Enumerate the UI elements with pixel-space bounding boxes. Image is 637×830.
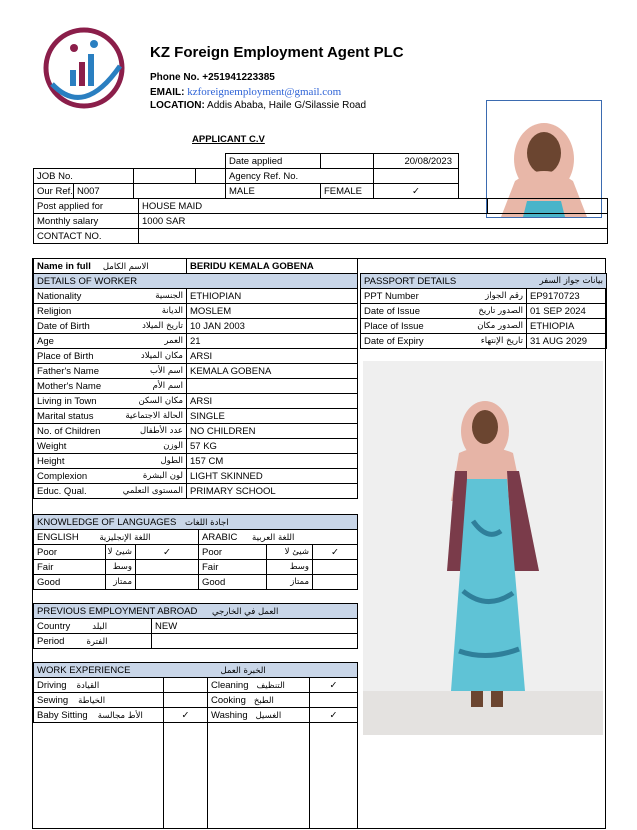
work-left-cell <box>34 693 164 708</box>
work-left-label: Driving <box>37 679 67 691</box>
previous-header: PREVIOUS EMPLOYMENT ABROAD <box>37 605 198 617</box>
passport-value: 31 AUG 2029 <box>527 334 607 349</box>
country-label: Country <box>37 620 71 632</box>
company-phone: Phone No. +251941223385 <box>150 72 275 83</box>
worker-label: Educ. Qual. <box>37 485 87 497</box>
work-right-cell <box>208 693 310 708</box>
language-level-row <box>34 560 358 575</box>
male-label: MALE <box>226 184 321 199</box>
post-label: Post applied for <box>34 199 139 214</box>
work-left-mark: ✓ <box>164 708 208 723</box>
english-level-label: Good <box>34 575 106 590</box>
work-left-mark <box>164 678 208 693</box>
english-level-mark <box>136 560 199 575</box>
full-body-photo <box>363 361 603 735</box>
work-left-label: Sewing <box>37 694 69 706</box>
worker-value: KEMALA GOBENA <box>187 364 358 379</box>
work-row <box>34 678 358 693</box>
work-right-ar: الطبخ <box>253 695 274 706</box>
language-level-row <box>34 575 358 590</box>
worker-row <box>34 304 358 319</box>
languages-table <box>33 514 358 590</box>
work-right-ar: الغسيل <box>255 710 282 721</box>
country-label-ar: البلد <box>92 621 108 632</box>
passport-label-cell <box>361 334 527 349</box>
worker-label-ar: العمر <box>164 335 183 346</box>
salary-value: 1000 SAR <box>139 214 608 229</box>
work-right-cell <box>208 708 310 723</box>
work-right-mark: ✓ <box>310 708 358 723</box>
english-level-ar: ممتاز <box>106 575 136 590</box>
passport-label-cell <box>361 319 527 334</box>
english-level-label: Poor <box>34 545 106 560</box>
worker-label-ar: الوزن <box>163 440 183 451</box>
worker-value: 10 JAN 2003 <box>187 319 358 334</box>
contact-label: CONTACT NO. <box>34 229 139 244</box>
worker-label-cell <box>34 334 187 349</box>
worker-label: No. of Children <box>37 425 101 437</box>
work-left-ar: القيادة <box>76 680 100 691</box>
worker-label-cell <box>34 394 187 409</box>
worker-label: Religion <box>37 305 72 317</box>
worker-label-cell <box>34 484 187 499</box>
worker-label-ar: مكان السكن <box>138 395 183 406</box>
worker-value: ARSI <box>187 349 358 364</box>
passport-label-ar: الصدور مكان <box>477 320 523 331</box>
company-name: KZ Foreign Employment Agent PLC <box>150 44 404 61</box>
work-left-cell <box>34 678 164 693</box>
worker-value: ETHIOPIAN <box>187 289 358 304</box>
arabic-label-ar: اللغة العربية <box>252 532 295 543</box>
worker-label-ar: اسم الأم <box>152 380 183 391</box>
english-level-ar: وسط <box>106 560 136 575</box>
worker-row <box>34 364 358 379</box>
period-value <box>152 634 358 649</box>
worker-label: Marital status <box>37 410 94 422</box>
passport-value: ETHIOPIA <box>527 319 607 334</box>
worker-value: LIGHT SKINNED <box>187 469 358 484</box>
work-right-cell <box>208 678 310 693</box>
english-level-ar: شيئ لا <box>106 545 136 560</box>
worker-label: Height <box>37 455 65 467</box>
work-divider-2 <box>207 722 208 829</box>
worker-label-ar: الحالة الاجتماعية <box>125 410 183 421</box>
previous-employment-table <box>33 603 358 649</box>
passport-row <box>361 334 607 349</box>
work-right-mark <box>310 693 358 708</box>
work-right-label: Washing <box>211 709 248 721</box>
arabic-level-label: Fair <box>199 560 267 575</box>
worker-label: Mother's Name <box>37 380 102 392</box>
post-table <box>33 198 608 244</box>
worker-details-header: DETAILS OF WORKER <box>34 274 358 289</box>
worker-label-cell <box>34 409 187 424</box>
work-divider-3 <box>309 722 310 829</box>
passport-label-ar: الصدور تاريخ <box>478 305 523 316</box>
worker-value <box>187 379 358 394</box>
worker-row <box>34 469 358 484</box>
name-value: BERIDU KEMALA GOBENA <box>187 259 358 274</box>
worker-value: NO CHILDREN <box>187 424 358 439</box>
arabic-level-mark <box>313 560 358 575</box>
work-divider-4 <box>357 722 358 829</box>
worker-value: 57 KG <box>187 439 358 454</box>
worker-label: Place of Birth <box>37 350 94 362</box>
worker-value: MOSLEM <box>187 304 358 319</box>
worker-label-ar: الديانة <box>161 305 183 316</box>
country-value: NEW <box>152 619 358 634</box>
languages-header: KNOWLEDGE OF LANGUAGES <box>37 516 177 528</box>
worker-row <box>34 289 358 304</box>
worker-label: Weight <box>37 440 67 452</box>
worker-row <box>34 334 358 349</box>
language-level-row <box>34 545 358 560</box>
english-label: ENGLISH <box>37 531 79 543</box>
english-label-ar: اللغة الإنجليزية <box>99 532 151 543</box>
worker-label: Complexion <box>37 470 88 482</box>
female-label: FEMALE <box>321 184 374 199</box>
worker-value: 157 CM <box>187 454 358 469</box>
work-experience-table <box>33 662 358 723</box>
work-left-ar: الأط مجالسة <box>97 710 143 721</box>
arabic-level-mark: ✓ <box>313 545 358 560</box>
work-row <box>34 708 358 723</box>
passport-row <box>361 304 607 319</box>
arabic-level-ar: شيئ لا <box>267 545 313 560</box>
worker-row <box>34 319 358 334</box>
work-left-mark <box>164 693 208 708</box>
work-divider-1 <box>163 722 164 829</box>
passport-label: Date of Expiry <box>364 335 424 347</box>
period-label: Period <box>37 635 65 647</box>
worker-row <box>34 379 358 394</box>
worker-row <box>34 409 358 424</box>
passport-header-ar: بيانات جواز السفر <box>539 275 603 286</box>
work-left-label: Baby Sitting <box>37 709 88 721</box>
work-left-cell <box>34 708 164 723</box>
arabic-level-ar: وسط <box>267 560 313 575</box>
worker-value: ARSI <box>187 394 358 409</box>
worker-value: PRIMARY SCHOOL <box>187 484 358 499</box>
name-label-ar: الاسم الكامل <box>102 261 149 272</box>
company-location: LOCATION: Addis Ababa, Haile G/Silassie Road <box>150 100 367 111</box>
worker-label-cell <box>34 454 187 469</box>
worker-row <box>34 484 358 499</box>
passport-value: EP9170723 <box>527 289 607 304</box>
period-label-ar: الفترة <box>86 636 108 647</box>
job-info-table <box>33 153 459 199</box>
worker-label-cell <box>34 439 187 454</box>
arabic-level-mark <box>313 575 358 590</box>
worker-label: Age <box>37 335 54 347</box>
passport-header: PASSPORT DETAILS <box>364 275 457 287</box>
work-header-ar: الخبرة العمل <box>220 665 266 676</box>
passport-table <box>360 273 607 349</box>
salary-label: Monthly salary <box>34 214 139 229</box>
passport-label-cell <box>361 289 527 304</box>
name-label: Name in full <box>37 260 91 272</box>
work-left-ar: الخياطة <box>78 695 106 706</box>
work-row <box>34 693 358 708</box>
worker-label-cell <box>34 349 187 364</box>
passport-row <box>361 319 607 334</box>
date-applied-value: 20/08/2023 <box>374 154 459 169</box>
female-checkmark: ✓ <box>374 184 459 199</box>
worker-label-ar: الطول <box>160 455 183 466</box>
worker-label-ar: عدد الأطفال <box>139 425 183 436</box>
english-level-mark: ✓ <box>136 545 199 560</box>
work-right-ar: التنظيف <box>256 680 285 691</box>
agency-ref-label: Agency Ref. No. <box>226 169 374 184</box>
arabic-level-ar: ممتاز <box>267 575 313 590</box>
passport-label: PPT Number <box>364 290 419 302</box>
worker-label-ar: الجنسية <box>155 290 183 301</box>
company-email: EMAIL: kzforeignemployment@gmail.com <box>150 86 342 98</box>
passport-value: 01 SEP 2024 <box>527 304 607 319</box>
work-header: WORK EXPERIENCE <box>37 664 131 676</box>
worker-label-cell <box>34 289 187 304</box>
worker-label-ar: المستوى التعلمي <box>122 485 183 496</box>
post-value: HOUSE MAID <box>139 199 488 214</box>
english-level-label: Fair <box>34 560 106 575</box>
worker-details-table <box>33 273 358 499</box>
worker-label-ar: اسم الأب <box>149 365 183 376</box>
worker-label: Living in Town <box>37 395 97 407</box>
date-applied-label: Date applied <box>226 154 321 169</box>
worker-row <box>34 349 358 364</box>
our-ref-value: N007 <box>74 184 134 199</box>
arabic-label: ARABIC <box>202 531 238 543</box>
passport-label-cell <box>361 304 527 319</box>
worker-label-ar: مكان الميلاد <box>140 350 183 361</box>
job-no-label: JOB No. <box>34 169 134 184</box>
worker-row <box>34 439 358 454</box>
languages-header-ar: اجادة اللغات <box>185 517 229 528</box>
worker-label-cell <box>34 424 187 439</box>
previous-header-ar: العمل في الخارجي <box>211 606 279 617</box>
worker-row <box>34 454 358 469</box>
worker-label: Date of Birth <box>37 320 90 332</box>
our-ref-label: Our Ref. <box>34 184 74 199</box>
worker-label-ar: لون البشرة <box>142 470 183 481</box>
arabic-level-label: Good <box>199 575 267 590</box>
work-right-label: Cooking <box>211 694 246 706</box>
worker-label-cell <box>34 364 187 379</box>
work-right-mark: ✓ <box>310 678 358 693</box>
worker-label-ar: تاريخ الميلاد <box>142 320 183 331</box>
passport-label: Place of Issue <box>364 320 424 332</box>
passport-label: Date of Issue <box>364 305 420 317</box>
worker-label-cell <box>34 319 187 334</box>
name-row <box>33 258 358 274</box>
worker-label: Father's Name <box>37 365 100 377</box>
worker-label: Nationality <box>37 290 82 302</box>
worker-row <box>34 424 358 439</box>
english-level-mark <box>136 575 199 590</box>
worker-label-cell <box>34 304 187 319</box>
arabic-level-label: Poor <box>199 545 267 560</box>
page-title: APPLICANT C.V <box>192 134 265 145</box>
worker-value: 21 <box>187 334 358 349</box>
passport-label-ar: رقم الجواز <box>485 290 523 301</box>
passport-row <box>361 289 607 304</box>
passport-label-ar: تاريخ الإنتهاء <box>480 335 523 346</box>
work-right-label: Cleaning <box>211 679 249 691</box>
company-logo <box>40 26 130 112</box>
worker-row <box>34 394 358 409</box>
worker-value: SINGLE <box>187 409 358 424</box>
worker-label-cell <box>34 469 187 484</box>
worker-label-cell <box>34 379 187 394</box>
